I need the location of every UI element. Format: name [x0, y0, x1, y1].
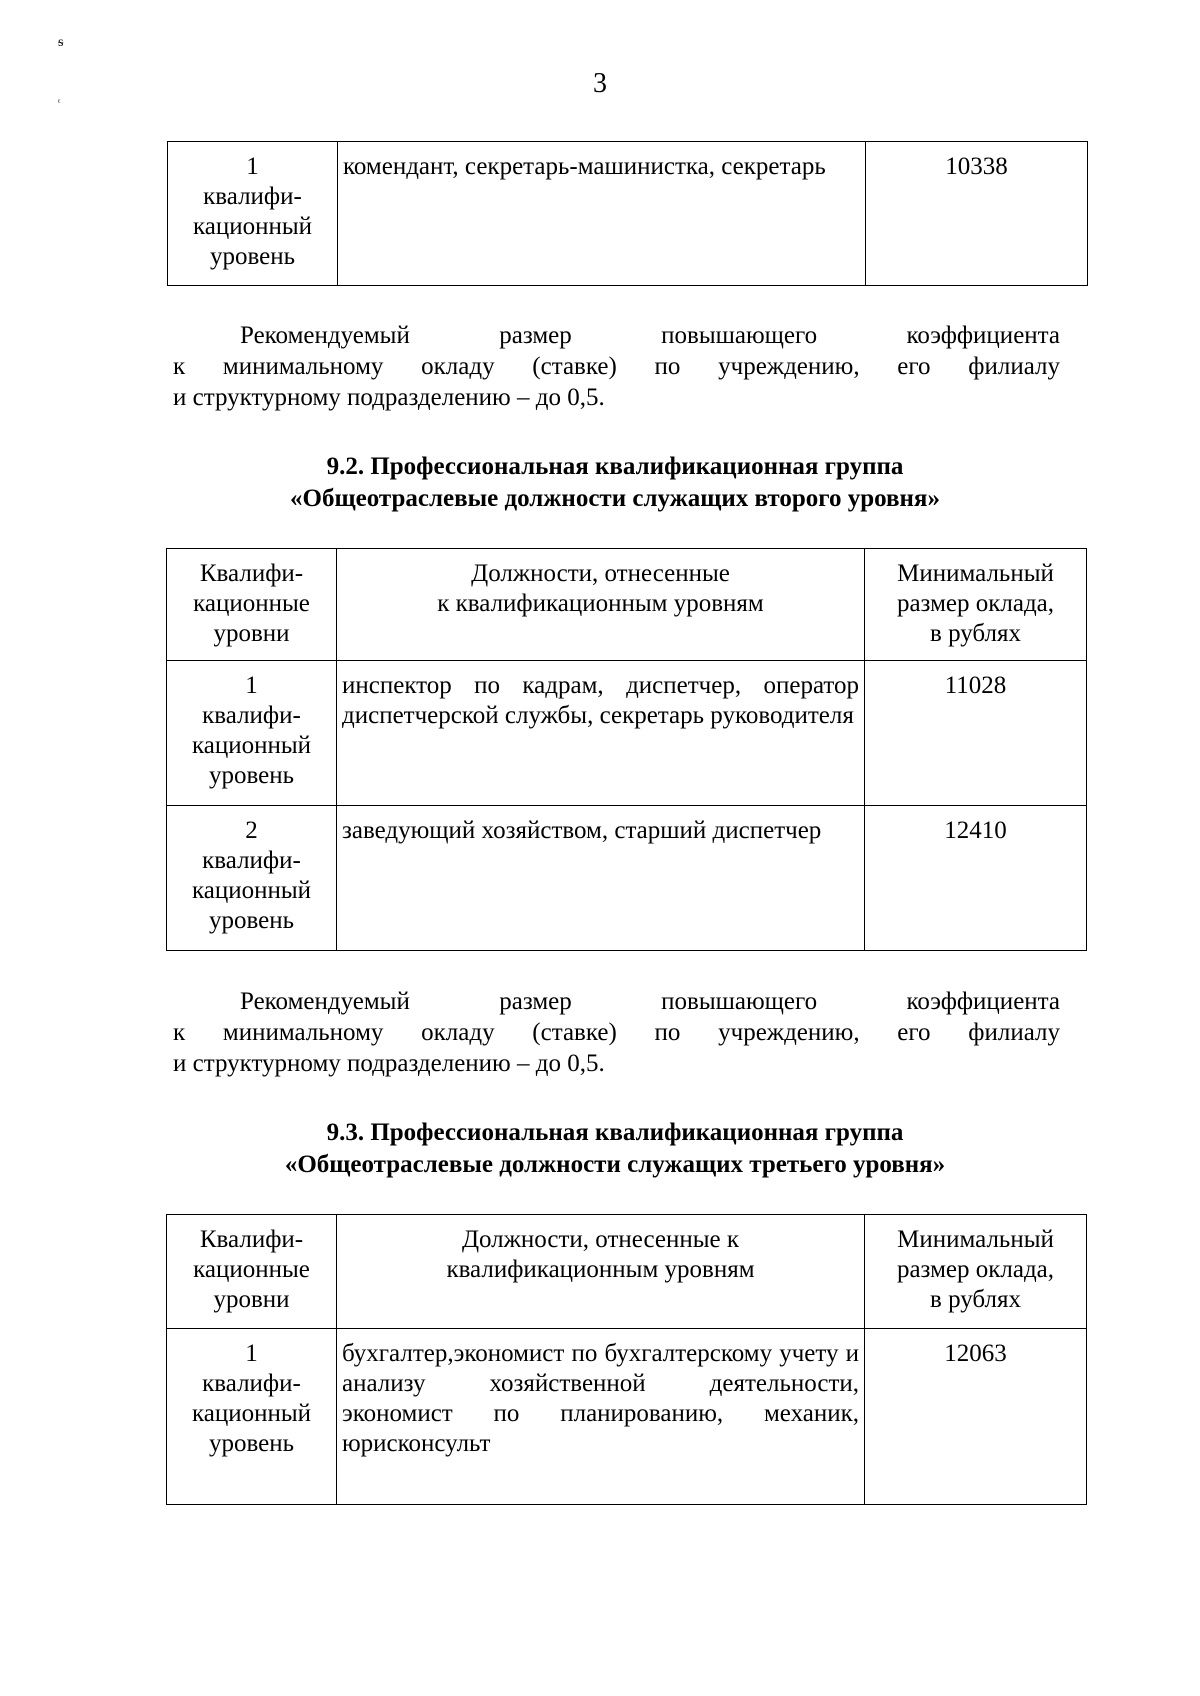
- recommendation-note-2: Рекомендуемый размер повышающего коэффициента к минимальному окладу (ставке) по учреждению, его филиалу и структурному подразделению – до 0,5.: [173, 988, 1060, 1077]
- table-row: [167, 806, 1087, 951]
- section-heading-9-3: 9.3. Профессиональная квалификационная группа «Общеотраслевые должности служащих третьего уровня»: [284, 1119, 946, 1178]
- level-cell: 2 квалифи- кационный уровень: [167, 806, 337, 951]
- table-row: [167, 1329, 1087, 1505]
- top-table: [167, 141, 1088, 286]
- header-levels: Квалифи- кационные уровни: [167, 549, 337, 661]
- page-number: 3: [593, 68, 607, 99]
- table-row: [167, 661, 1087, 806]
- margin-mark-top: ᵴ: [58, 35, 64, 50]
- margin-mark-bottom: ᵋ: [58, 97, 61, 108]
- table-header-row: [167, 1215, 1087, 1329]
- positions-cell: бухгалтер,экономист по бухгалтерскому учету и анализу хозяйственной деятельности, экономист по планированию, механик, юрисконсульт: [337, 1329, 865, 1505]
- header-levels: Квалифи- кационные уровни: [167, 1215, 337, 1329]
- recommendation-note-1: Рекомендуемый размер повышающего коэффициента к минимальному окладу (ставке) по учреждению, его филиалу и структурному подразделению – до 0,5.: [173, 322, 1060, 411]
- header-salary: Минимальный размер оклада, в рублях: [865, 1215, 1087, 1329]
- positions-cell: заведующий хозяйством, старший диспетчер: [337, 806, 865, 951]
- salary-cell: 11028: [865, 661, 1087, 806]
- salary-cell: 12410: [865, 806, 1087, 951]
- header-salary: Минимальный размер оклада, в рублях: [865, 549, 1087, 661]
- section-heading-9-2: 9.2. Профессиональная квалификационная группа «Общеотраслевые должности служащих второго уровня»: [290, 453, 940, 512]
- positions-cell: инспектор по кадрам, диспетчер, оператор диспетчерской службы, секретарь руководителя: [337, 661, 865, 806]
- header-positions: Должности, отнесенные к квалификационным уровням: [337, 1215, 865, 1329]
- table-9-3: [166, 1214, 1087, 1505]
- salary-cell: 12063: [865, 1329, 1087, 1505]
- table-row: [168, 142, 1088, 286]
- positions-cell: комендант, секретарь-машинистка, секретарь: [338, 142, 866, 286]
- table-9-2: [166, 548, 1087, 951]
- header-positions: Должности, отнесенные к квалификационным уровням: [337, 549, 865, 661]
- level-cell: 1 квалифи- кационный уровень: [168, 142, 338, 286]
- level-cell: 1 квалифи- кационный уровень: [167, 661, 337, 806]
- salary-cell: 10338: [866, 142, 1088, 286]
- table-header-row: [167, 549, 1087, 661]
- level-cell: 1 квалифи- кационный уровень: [167, 1329, 337, 1505]
